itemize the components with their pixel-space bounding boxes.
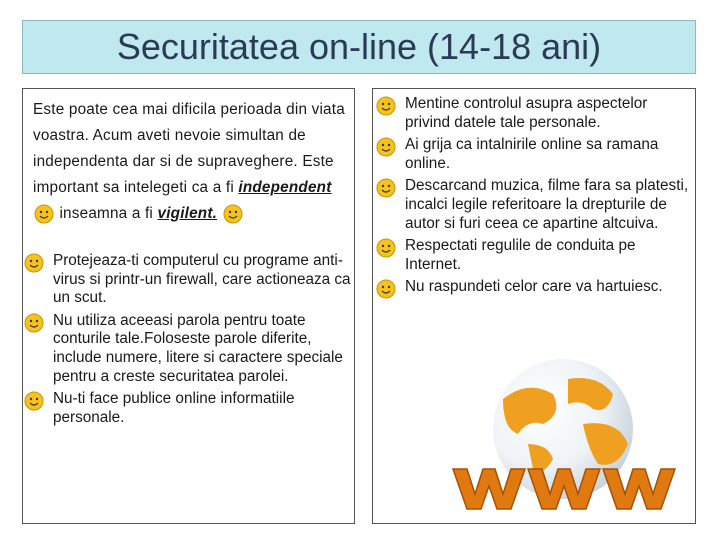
list-item-text: Nu utiliza aceeasi parola pentru toate conturile tale.Foloseste parole diferite, include numere, litere si caractere speciale pentru a creste securitatea parolei. xyxy=(53,311,343,385)
intro-text-2: inseamna a fi xyxy=(59,205,158,222)
smiley-icon xyxy=(23,390,45,412)
list-item xyxy=(373,278,693,297)
list-item-text: Ai grija ca intalnirile online sa ramana online. xyxy=(405,136,659,172)
list-item-text: Nu-ti face publice online informatiile personale. xyxy=(53,390,295,426)
smiley-icon xyxy=(222,203,244,225)
intro-text-1: Este poate cea mai dificila perioada din viata voastra. Acum aveti nevoie simultan de independenta dar si de supraveghere. Este important sa intelegeti ca a fi xyxy=(33,101,345,196)
list-item xyxy=(373,237,693,274)
list-item xyxy=(23,390,353,427)
emphasis-independent: independent xyxy=(238,179,332,196)
smiley-icon xyxy=(375,237,397,259)
list-item-text: Mentine controlul asupra aspectelor privind datele tale personale. xyxy=(405,95,648,131)
smiley-icon xyxy=(375,136,397,158)
list-item-text: Descarcand muzica, filme fara sa platesti, incalci legile referitoare la drepturile de autor si furi ceea ce apartine altcuiva. xyxy=(405,177,689,232)
smiley-icon xyxy=(23,312,45,334)
left-panel xyxy=(22,88,355,524)
list-item xyxy=(373,177,693,233)
intro-paragraph xyxy=(33,97,348,227)
list-item-text: Nu raspundeti celor care va hartuiesc. xyxy=(405,278,663,296)
emphasis-vigilent: vigilent. xyxy=(157,205,218,222)
smiley-icon xyxy=(375,95,397,117)
smiley-icon xyxy=(375,278,397,300)
smiley-icon xyxy=(33,203,55,225)
right-bullet-list xyxy=(373,95,693,301)
www-globe-icon xyxy=(433,359,693,519)
smiley-icon xyxy=(375,177,397,199)
list-item xyxy=(373,136,693,173)
title-banner xyxy=(22,20,696,74)
list-item xyxy=(373,95,693,132)
list-item-text: Protejeaza-ti computerul cu programe anti-virus si printr-un firewall, care actioneaza ca un scut. xyxy=(53,252,351,307)
list-item xyxy=(23,252,353,308)
right-panel xyxy=(372,88,696,524)
list-item xyxy=(23,312,353,386)
page-title: Securitatea on-line (14-18 ani) xyxy=(116,26,602,67)
smiley-icon xyxy=(23,252,45,274)
list-item-text: Respectati regulile de conduita pe Internet. xyxy=(405,237,636,273)
left-bullet-list xyxy=(23,252,353,431)
